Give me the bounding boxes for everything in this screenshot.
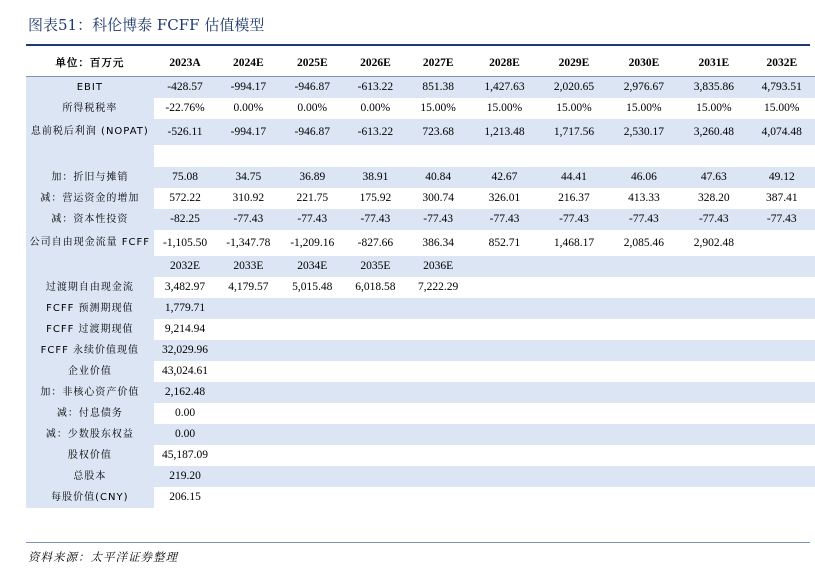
cell: 1,213.48: [470, 119, 540, 145]
transition-year: 2032E: [154, 256, 217, 277]
row-label: 减：营运资金的增加: [26, 188, 154, 209]
cell: 15.00%: [556, 102, 592, 114]
row-label: 减：付息债务: [26, 403, 154, 424]
cell: 49.12: [749, 167, 815, 188]
cell: 386.34: [422, 236, 454, 249]
table-row-valuation: [26, 319, 815, 340]
cell: 3,835.86: [679, 77, 749, 99]
transition-year: 2036E: [407, 256, 470, 277]
cell: 43,024.61: [162, 365, 209, 377]
row-label: 加：非核心资产价值: [26, 382, 154, 403]
cell: [749, 230, 815, 256]
cell: -77.43: [407, 209, 470, 230]
header-year: 2027E: [407, 50, 470, 77]
cell: 219.20: [154, 466, 217, 487]
cell: -77.43: [280, 209, 344, 230]
row-label: 减：少数股东权益: [26, 424, 154, 445]
cell: 0.00%: [233, 102, 264, 114]
cell: 221.75: [296, 192, 329, 204]
cell: -428.57: [154, 77, 217, 99]
cell: 2,162.48: [154, 382, 217, 403]
cell: -994.17: [216, 77, 280, 99]
row-label: 所得税税率: [26, 98, 154, 119]
cell: 2,530.17: [609, 119, 679, 145]
row-label: 息前税后利润 (NOPAT): [26, 119, 154, 145]
table-row-valuation: [26, 487, 815, 508]
cell: 387.41: [765, 192, 798, 204]
table-row-transition-years: [26, 256, 815, 277]
header-year: 2026E: [344, 50, 406, 77]
cell: 3,482.97: [164, 281, 206, 293]
table-row-depreciation: [26, 167, 815, 188]
cell: 75.08: [154, 167, 217, 188]
header-year: 2030E: [609, 50, 679, 77]
cell: -613.22: [344, 119, 406, 145]
table-row-fcff: [26, 230, 815, 256]
cell: 2,020.65: [539, 77, 609, 99]
cell: -82.25: [154, 209, 217, 230]
cell: 0.00%: [360, 102, 391, 114]
bottom-rule: [26, 542, 810, 543]
cell: 413.33: [628, 192, 660, 204]
header-year: 2031E: [679, 50, 749, 77]
cell: -946.87: [280, 119, 344, 145]
cell: 4,793.51: [749, 77, 815, 99]
cell: 206.15: [169, 491, 201, 503]
header-year: 2029E: [539, 50, 609, 77]
cell: 2,902.48: [693, 236, 734, 249]
figure-title: 图表51：科伦博泰 FCFF 估值模型: [28, 16, 265, 34]
cell: 5,015.48: [292, 281, 333, 293]
row-label: 公司自由现金流量 FCFF: [26, 230, 154, 256]
row-label: EBIT: [26, 77, 154, 99]
header-year: 2025E: [280, 50, 344, 77]
table-row-valuation: [26, 340, 815, 361]
cell: 0.00: [154, 424, 217, 445]
cell: 2,085.46: [623, 236, 665, 249]
cell: 15.00%: [486, 102, 523, 114]
cell: 47.63: [679, 167, 749, 188]
fcff-valuation-table: [26, 50, 815, 508]
header-year: 2023A: [154, 50, 217, 77]
cell: 15.00%: [764, 102, 800, 114]
cell: 42.67: [470, 167, 540, 188]
cell: 46.06: [609, 167, 679, 188]
cell: 15.00%: [420, 102, 456, 114]
cell: 300.74: [422, 192, 454, 204]
cell: 326.01: [488, 192, 521, 204]
cell: 1,468.17: [553, 236, 595, 249]
table-row-valuation: [26, 403, 815, 424]
header-unit: 单位：百万元: [26, 50, 154, 77]
cell: 723.68: [407, 119, 470, 145]
cell: 4,074.48: [749, 119, 815, 145]
table-row-transition-fcf: [26, 277, 815, 298]
cell: -827.66: [357, 236, 394, 249]
row-label: 过渡期自由现金流: [26, 277, 154, 298]
source-note: 资料来源：太平洋证券整理: [28, 550, 178, 564]
row-label: 企业价值: [26, 361, 154, 382]
table-row-valuation: [26, 361, 815, 382]
cell: 3,260.48: [679, 119, 749, 145]
table-row-valuation: [26, 466, 815, 487]
table-row-valuation: [26, 445, 815, 466]
transition-year: 2035E: [344, 256, 406, 277]
cell: 0.00: [174, 407, 196, 419]
spacer-row: [26, 145, 815, 167]
cell: 15.00%: [696, 102, 732, 114]
table-row-valuation: [26, 298, 815, 319]
cell: 6,018.58: [355, 281, 396, 293]
row-label: 减：资本性投资: [26, 209, 154, 230]
row-label: 每股价值(CNY): [26, 487, 154, 508]
row-label: FCFF 过渡期现值: [26, 319, 154, 340]
cell: 175.92: [359, 192, 392, 204]
row-label: 股权价值: [26, 445, 154, 466]
cell: 852.71: [488, 236, 521, 249]
header-year: 2028E: [470, 50, 540, 77]
cell: 1,717.56: [539, 119, 609, 145]
table-row-tax-rate: [26, 98, 815, 119]
cell: 45,187.09: [162, 449, 209, 461]
cell: -994.17: [216, 119, 280, 145]
cell: 310.92: [232, 192, 265, 204]
cell: 44.41: [539, 167, 609, 188]
cell: -77.43: [470, 209, 540, 230]
transition-year: 2033E: [216, 256, 280, 277]
cell: -526.11: [154, 119, 217, 145]
table-row-ebit: [26, 77, 815, 99]
cell: -946.87: [280, 77, 344, 99]
cell: -77.43: [539, 209, 609, 230]
cell: -1,105.50: [162, 236, 208, 249]
cell: 34.75: [216, 167, 280, 188]
cell: 40.84: [407, 167, 470, 188]
cell: -77.43: [609, 209, 679, 230]
cell: 572.22: [169, 192, 201, 204]
table-row-valuation: [26, 424, 815, 445]
cell: -77.43: [216, 209, 280, 230]
title-rule: [26, 44, 810, 46]
header-year: 2032E: [749, 50, 815, 77]
cell: 9,214.94: [164, 323, 206, 335]
row-label: FCFF 永续价值现值: [26, 340, 154, 361]
header-year: 2024E: [216, 50, 280, 77]
row-label: 加：折旧与摊销: [26, 167, 154, 188]
table-row-working-capital: [26, 188, 815, 209]
cell: 2,976.67: [609, 77, 679, 99]
cell: 1,779.71: [154, 298, 217, 319]
cell: 36.89: [280, 167, 344, 188]
cell: 328.20: [698, 192, 730, 204]
row-label: 总股本: [26, 466, 154, 487]
cell: -1,209.16: [290, 236, 335, 249]
cell: 38.91: [344, 167, 406, 188]
table-row-capex: [26, 209, 815, 230]
cell: 0.00%: [297, 102, 328, 114]
cell: -77.43: [344, 209, 406, 230]
cell: -77.43: [679, 209, 749, 230]
table-row-nopat: [26, 119, 815, 145]
cell: 1,427.63: [470, 77, 540, 99]
cell: 7,222.29: [418, 281, 459, 293]
transition-year: 2034E: [280, 256, 344, 277]
cell: -22.76%: [165, 102, 205, 114]
cell: 216.37: [558, 192, 590, 204]
header-row: [26, 50, 815, 77]
table-row-valuation: [26, 382, 815, 403]
cell: -1,347.78: [226, 236, 271, 249]
cell: 32,029.96: [154, 340, 217, 361]
cell: 15.00%: [626, 102, 662, 114]
cell: -77.43: [749, 209, 815, 230]
row-label: FCFF 预测期现值: [26, 298, 154, 319]
cell: 851.38: [407, 77, 470, 99]
cell: 4,179.57: [228, 281, 269, 293]
cell: -613.22: [344, 77, 406, 99]
